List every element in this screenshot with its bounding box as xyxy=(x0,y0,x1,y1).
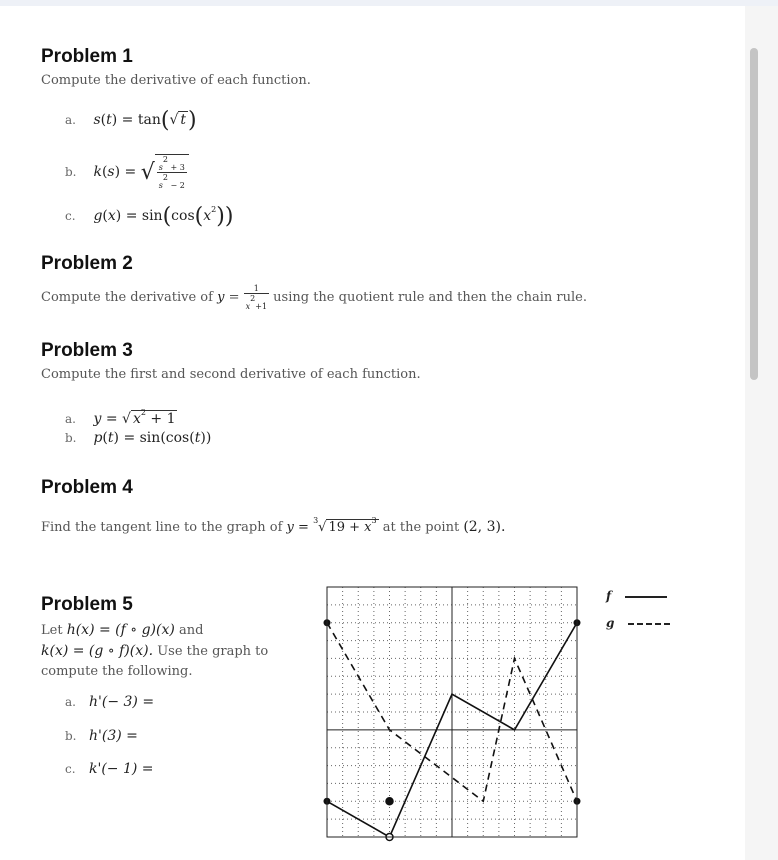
problem-2-title: Problem 2 xyxy=(41,253,133,274)
legend-g: g xyxy=(606,616,670,630)
problem-3a: a. y = √ $x^2 + 1$ xyxy=(65,408,176,427)
closed-point xyxy=(386,798,393,805)
problem-5a: a. h'(− 3) = xyxy=(65,694,155,710)
problem-5-text: Let h(x) = (f ∘ g)(x) and k(x) = (g ∘ f)(x). Use the graph to compute the following. xyxy=(41,622,269,679)
problem-1c: c. $g(x) = \sin(\cos(x^2))$ xyxy=(65,204,234,229)
function-graph xyxy=(320,582,586,844)
problem-3b: b. p(t) = sin(cos(t)) xyxy=(65,430,212,446)
problem-5-title: Problem 5 xyxy=(41,594,133,615)
problem-3-instructions: Compute the first and second derivative of each function. xyxy=(41,367,421,382)
problem-1-title: Problem 1 xyxy=(41,46,133,67)
problem-1b: b. k(s) = √ $\frac{s2 + 3}{s2 - 2}$ xyxy=(65,154,189,190)
problem-3-title: Problem 3 xyxy=(41,340,133,361)
problem-4-title: Problem 4 xyxy=(41,477,133,498)
scrollbar-thumb[interactable] xyxy=(750,48,758,380)
problem-5c: c. k'(− 1) = xyxy=(65,761,154,777)
problem-2-text: Compute the derivative of y = $\frac{1}{x2+1}$ using the quotient rule and then the chain rule. xyxy=(41,284,587,311)
problem-5b: b. h'(3) = xyxy=(65,728,138,744)
worksheet xyxy=(0,6,745,860)
problem-4-text: Find the tangent line to the graph of y = $^3$√ $19 + x^3$ at the point (2, 3). xyxy=(41,516,506,535)
problem-1a: a. s(t) = tan(√ t) xyxy=(65,108,197,133)
problem-1-instructions: Compute the derivative of each function. xyxy=(41,73,311,88)
legend-f: f xyxy=(606,589,667,603)
